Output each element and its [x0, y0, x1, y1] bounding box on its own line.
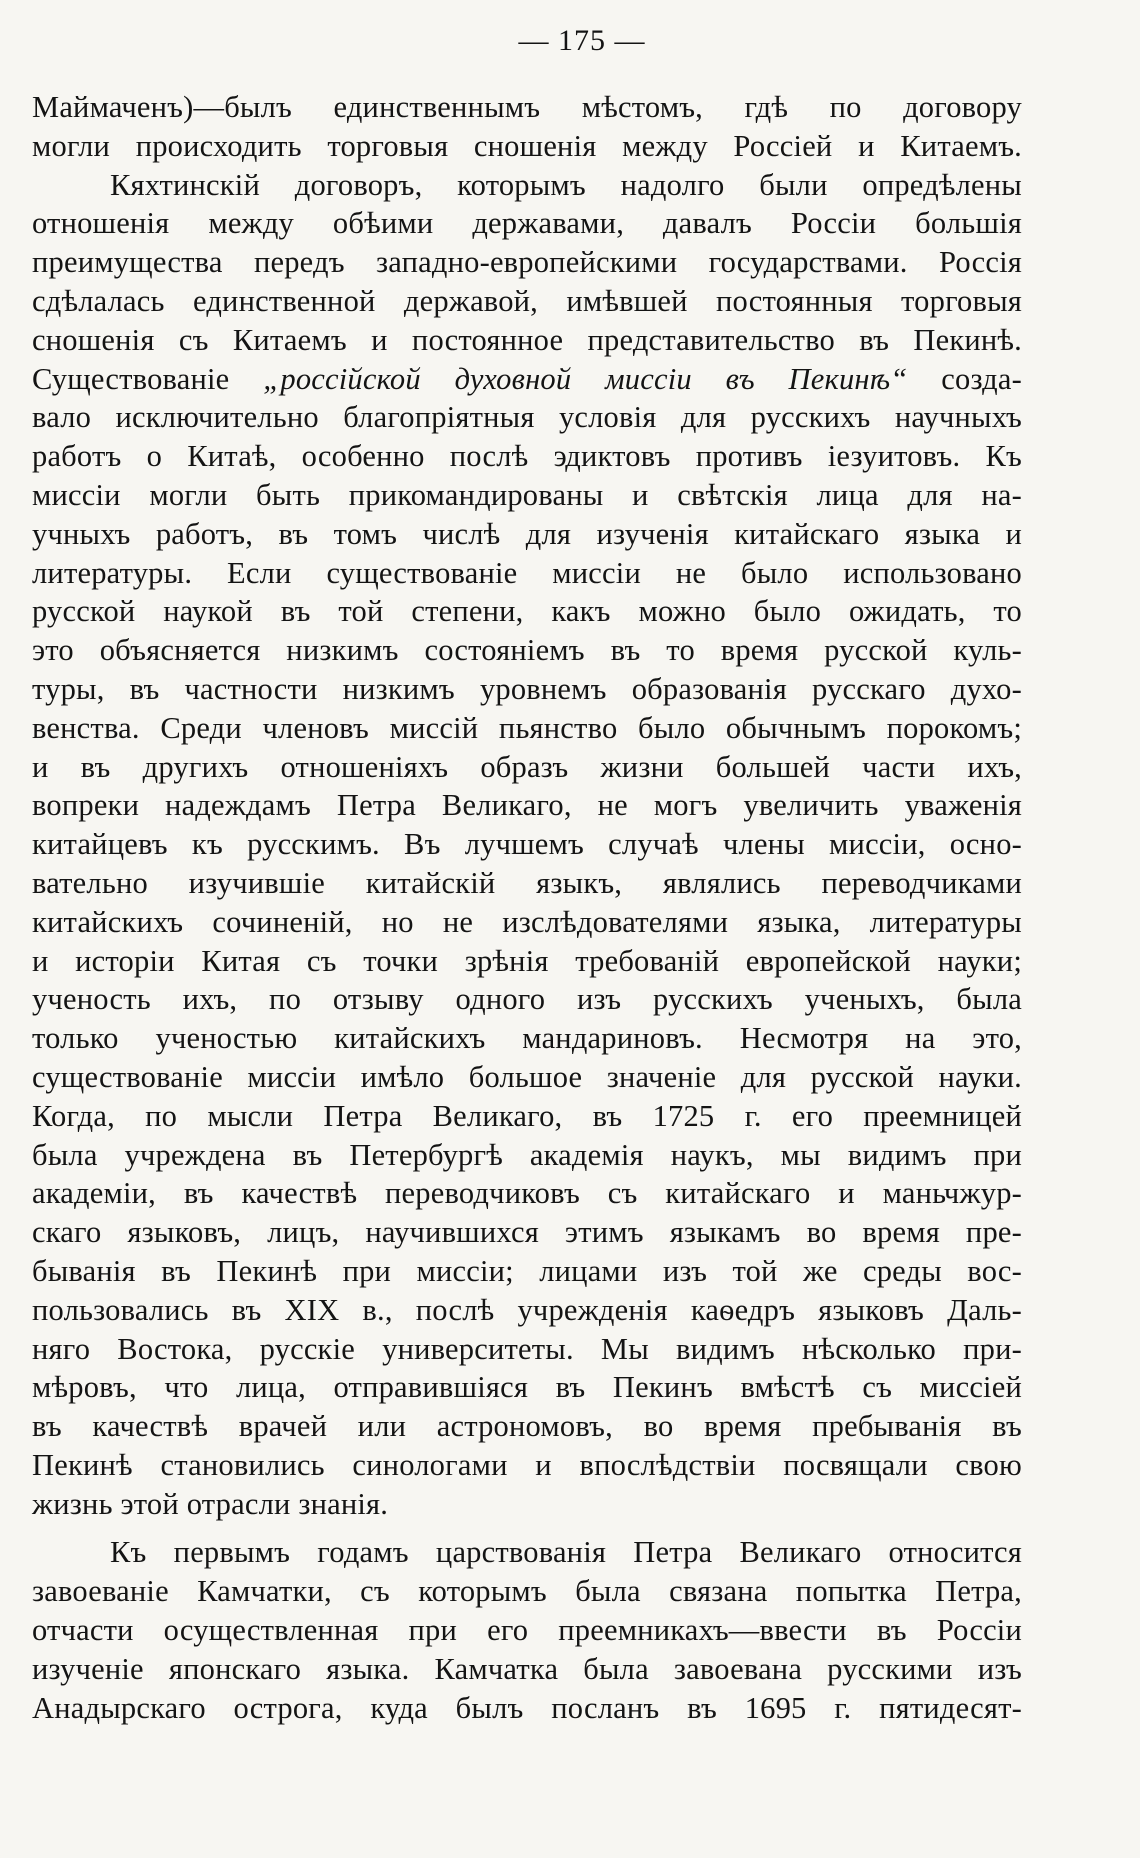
- page-number: — 175 —: [518, 24, 646, 57]
- text-line: и исторіи Китая съ точки зрѣнія требованій европейской науки;: [32, 943, 1022, 978]
- text-line: русской наукой въ той степени, какъ можно было ожидать, то: [32, 594, 1022, 629]
- text-line: Маймаченъ)—былъ единственнымъ мѣстомъ, гдѣ по договору: [32, 90, 1022, 124]
- text-line: вало исключительно благопріятныя условія для русскихъ научныхъ: [32, 400, 1022, 435]
- text-line: отношенія между обѣими державами, давалъ Россіи большія: [32, 206, 1022, 241]
- text-line: миссіи могли быть прикомандированы и свѣтскія лица для на-: [32, 477, 1022, 512]
- text-line: [32, 360, 1022, 399]
- text-line: академіи, въ качествѣ переводчиковъ съ китайскаго и маньчжур-: [32, 1176, 1022, 1211]
- text-line: китайскихъ сочиненій, но не изслѣдователями языка, литературы: [32, 904, 1022, 939]
- text-line: китайцевъ къ русскимъ. Въ лучшемъ случаѣ члены миссіи, осно-: [32, 827, 1022, 862]
- paragraph: [32, 88, 1022, 166]
- text-line: сдѣлалась единственной державой, имѣвшей постоянныя торговыя: [32, 283, 1022, 318]
- paragraph: [32, 166, 1022, 1524]
- text-line: Анадырскаго острога, куда былъ посланъ въ 1695 г. пятидесят-: [32, 1690, 1022, 1725]
- text-line: преимущества передъ западно-европейскими государствами. Россія: [32, 245, 1022, 280]
- text-line: няго Востока, русскіе университеты. Мы видимъ нѣсколько при-: [32, 1331, 1022, 1366]
- text-line: учныхъ работъ, въ томъ числѣ для изученія китайскаго языка и: [32, 516, 1022, 551]
- text-segment: созда-: [907, 361, 1022, 396]
- text-line: и въ другихъ отношеніяхъ образъ жизни большей части ихъ,: [32, 749, 1022, 784]
- emphasized-title: „россійской духовной миссіи въ Пекинѣ“: [263, 361, 908, 396]
- text-line: Когда, по мысли Петра Великаго, въ 1725 г. его преемницей: [32, 1098, 1022, 1133]
- text-line: только ученостью китайскихъ мандариновъ. Несмотря на это,: [32, 1021, 1022, 1056]
- text-line: Кяхтинскій договоръ, которымъ надолго были опредѣлены: [110, 167, 1022, 202]
- text-line: жизнь этой отрасли знанія.: [32, 1486, 389, 1521]
- paragraph: [32, 1533, 1022, 1727]
- text-line: литературы. Если существованіе миссіи не было использовано: [32, 555, 1022, 590]
- text-line: Пекинѣ становились синологами и впослѣдствіи посвящали свою: [32, 1447, 1022, 1482]
- text-line: венства. Среди членовъ миссій пьянство было обычнымъ порокомъ;: [32, 710, 1022, 745]
- text-line: была учреждена въ Петербургѣ академія наукъ, мы видимъ при: [32, 1137, 1022, 1172]
- paragraph-gap: [32, 1523, 1022, 1533]
- text-line: быванія въ Пекинѣ при миссіи; лицами изъ той же среды вос-: [32, 1253, 1022, 1288]
- text-line: пользовались въ XIX в., послѣ учрежденія каѳедръ языковъ Даль-: [32, 1292, 1022, 1327]
- text-line: это объясняется низкимъ состояніемъ въ то время русской куль-: [32, 633, 1022, 668]
- text-line: существованіе миссіи имѣло большое значеніе для русской науки.: [32, 1059, 1022, 1094]
- text-line: вопреки надеждамъ Петра Великаго, не могъ увеличить уваженія: [32, 788, 1022, 823]
- text-line: завоеваніе Камчатки, съ которымъ была связана попытка Петра,: [32, 1574, 1022, 1609]
- text-line: скаго языковъ, лицъ, научившихся этимъ языкамъ во время пре-: [32, 1215, 1022, 1250]
- text-line: могли происходить торговыя сношенія между Россіей и Китаемъ.: [32, 128, 1022, 163]
- text-line: отчасти осуществленная при его преемникахъ—ввести въ Россіи: [32, 1613, 1022, 1648]
- text-segment: Существованіе: [32, 361, 264, 396]
- text-line: Къ первымъ годамъ царствованія Петра Великаго относится: [110, 1535, 1022, 1570]
- text-line: ученость ихъ, по отзыву одного изъ русскихъ ученыхъ, была: [32, 982, 1022, 1017]
- body-text: [32, 88, 1022, 1727]
- text-line: туры, въ частности низкимъ уровнемъ образованія русскаго духо-: [32, 671, 1022, 706]
- text-line: изученіе японскаго языка. Камчатка была завоевана русскими изъ: [32, 1651, 1022, 1686]
- text-line: въ качествѣ врачей или астрономовъ, во время пребыванія въ: [32, 1409, 1022, 1444]
- text-line: работъ о Китаѣ, особенно послѣ эдиктовъ противъ іезуитовъ. Къ: [32, 439, 1022, 474]
- text-line: мѣровъ, что лица, отправившіяся въ Пекинъ вмѣстѣ съ миссіей: [32, 1370, 1022, 1405]
- text-line: вательно изучившіе китайскій языкъ, являлись переводчиками: [32, 865, 1022, 900]
- text-line: сношенія съ Китаемъ и постоянное представительство въ Пекинѣ.: [32, 322, 1022, 357]
